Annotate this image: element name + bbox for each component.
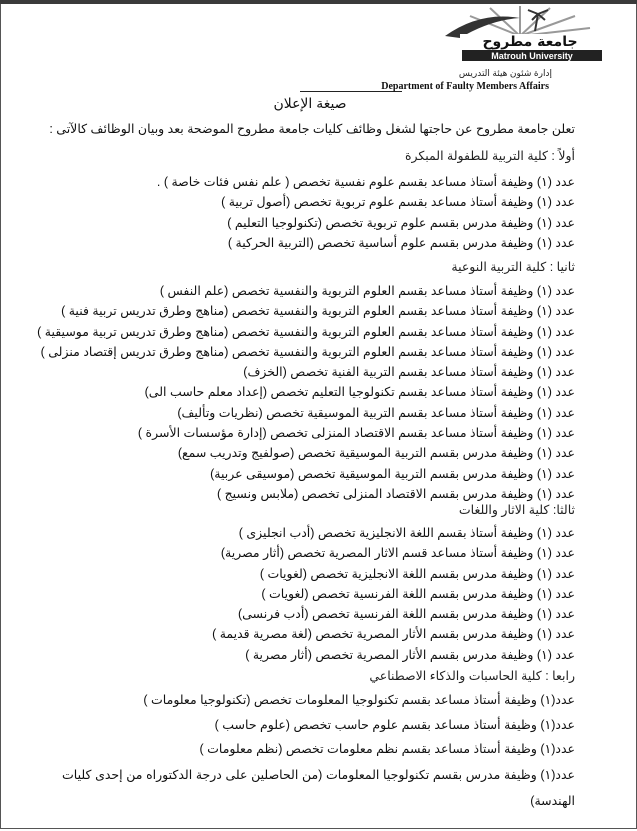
list-item: عدد (١) وظيفة مدرس بقسم علوم أساسية تخصص (التربية الحركية ) bbox=[227, 235, 575, 250]
section-list bbox=[62, 688, 575, 814]
list-item: عدد (١) وظيفة مدرس بقسم اللغة الانجليزية تخصص (لغويات ) bbox=[259, 566, 575, 581]
list-item: عدد(١) وظيفة أستاذ مساعد بقسم نظم معلومات تخصص (نظم معلومات ) bbox=[199, 742, 575, 756]
list-item: عدد(١) وظيفة أستاذ مساعد بقسم تكنولوجيا المعلومات تخصص (تكنولوجيا معلومات ) bbox=[143, 693, 575, 707]
list-item: عدد (١) وظيفة مدرس بقسم الاقتصاد المنزلى تخصص (ملابس ونسيج ) bbox=[216, 486, 575, 501]
list-item: عدد (١) وظيفة مدرس بقسم التربية الموسيقية تخصص (موسيقى عربية) bbox=[210, 466, 575, 481]
svg-text:جامعة مطروح: جامعة مطروح bbox=[482, 34, 578, 50]
list-item: عدد (١) وظيفة مدرس بقسم اللغة الفرنسية تخصص (أدب فرنسى) bbox=[237, 607, 575, 622]
list-item: عدد (١) وظيفة أستاذ مساعد بقسم علوم تربوية تخصص (أصول تربية ) bbox=[221, 195, 575, 210]
intro-paragraph: تعلن جامعة مطروح عن حاجتها لشغل وظائف كليات جامعة مطروح الموضحة بعد وبيان الوظائف كالآتى : bbox=[49, 122, 575, 136]
list-item: عدد (١) وظيفة أستاذ مساعد بقسم تكنولوجيا التعليم تخصص (إعداد معلم حاسب الى) bbox=[144, 385, 575, 400]
list-item: عدد(١) وظيفة مدرس بقسم تكنولوجيا المعلومات (من الحاصلين على درجة الدكتوراه من إحدى كليات الهندسة) bbox=[62, 767, 575, 808]
list-item: عدد (١) وظيفة مدرس بقسم علوم تربوية تخصص (تكنولوجيا التعليم ) bbox=[227, 215, 575, 230]
list-item: عدد (١) وظيفة مدرس بقسم الأثار المصرية تخصص (لغة مصرية قديمة ) bbox=[212, 627, 575, 642]
department-name-arabic: إدارة شئون هيئة التدريس bbox=[458, 68, 552, 78]
list-item: عدد (١) وظيفة أستاذ مساعد بقسم العلوم التربوية والنفسية تخصص (مناهج وطرق تدريس إقتصاد منزلى ) bbox=[40, 344, 575, 359]
list-item: عدد(١) وظيفة أستاذ مساعد بقسم علوم حاسب تخصص (علوم حاسب ) bbox=[214, 717, 575, 732]
section-heading: رابعا : كلية الحاسبات والذكاء الاصطناعي bbox=[369, 669, 575, 683]
list-item: عدد (١) وظيفة أستاذ مساعد بقسم العلوم التربوية والنفسية تخصص (علم النفس ) bbox=[159, 284, 575, 298]
list-item: عدد (١) وظيفة أستاذ مساعد قسم الاثار المصرية تخصص (أثار مصرية) bbox=[220, 546, 575, 561]
section-heading: ثالثا: كلية الاثار واللغات bbox=[458, 503, 575, 517]
document-title: صيغة الإعلان bbox=[273, 95, 347, 111]
section-heading: ثانيا : كلية التربية النوعية bbox=[451, 260, 575, 274]
list-item: عدد (١) وظيفة أستاذ بقسم اللغة الانجليزية تخصص (أدب انجليزى ) bbox=[238, 526, 575, 540]
list-item: عدد (١) وظيفة أستاذ مساعد بقسم التربية الفنية تخصص (الخزف) bbox=[243, 365, 575, 380]
list-item: عدد (١) وظيفة مدرس بقسم اللغة الفرنسية تخصص (لغويات ) bbox=[261, 586, 575, 601]
list-item: عدد (١) وظيفة أستاذ مساعد بقسم العلوم التربوية والنفسية تخصص (مناهج وطرق تدريس تربية موسيقية ) bbox=[37, 324, 575, 339]
section-list bbox=[157, 172, 575, 253]
department-name-english: Department of Faulty Members Affairs bbox=[381, 81, 549, 92]
list-item: عدد (١) وظيفة أستاذ مساعد بقسم الاقتصاد المنزلى تخصص (إدارة مؤسسات الأسرة ) bbox=[137, 426, 575, 441]
section-list bbox=[37, 281, 575, 504]
list-item: عدد (١) وظيفة أستاذ مساعد بقسم التربية الموسيقية تخصص (نظريات وتأليف) bbox=[177, 405, 575, 420]
section-heading: أولاً : كلية التربية للطفولة المبكرة bbox=[404, 149, 575, 163]
list-item: عدد (١) وظيفة أستاذ مساعد بقسم علوم نفسية تخصص ( علم نفس فئات خاصة ) . bbox=[156, 175, 575, 189]
list-item: عدد (١) وظيفة مدرس بقسم التربية الموسيقية تخصص (صولفيج وتدريب سمع) bbox=[177, 446, 575, 461]
list-item: عدد (١) وظيفة أستاذ مساعد بقسم العلوم التربوية والنفسية تخصص (مناهج وطرق تدريس تربية فنية ) bbox=[61, 304, 575, 319]
list-item: عدد (١) وظيفة مدرس بقسم الأثار المصرية تخصص (أثار مصرية ) bbox=[245, 647, 575, 662]
section-list bbox=[212, 523, 575, 665]
svg-text:Matrouh University: Matrouh University bbox=[491, 51, 573, 61]
university-logo bbox=[440, 6, 606, 66]
